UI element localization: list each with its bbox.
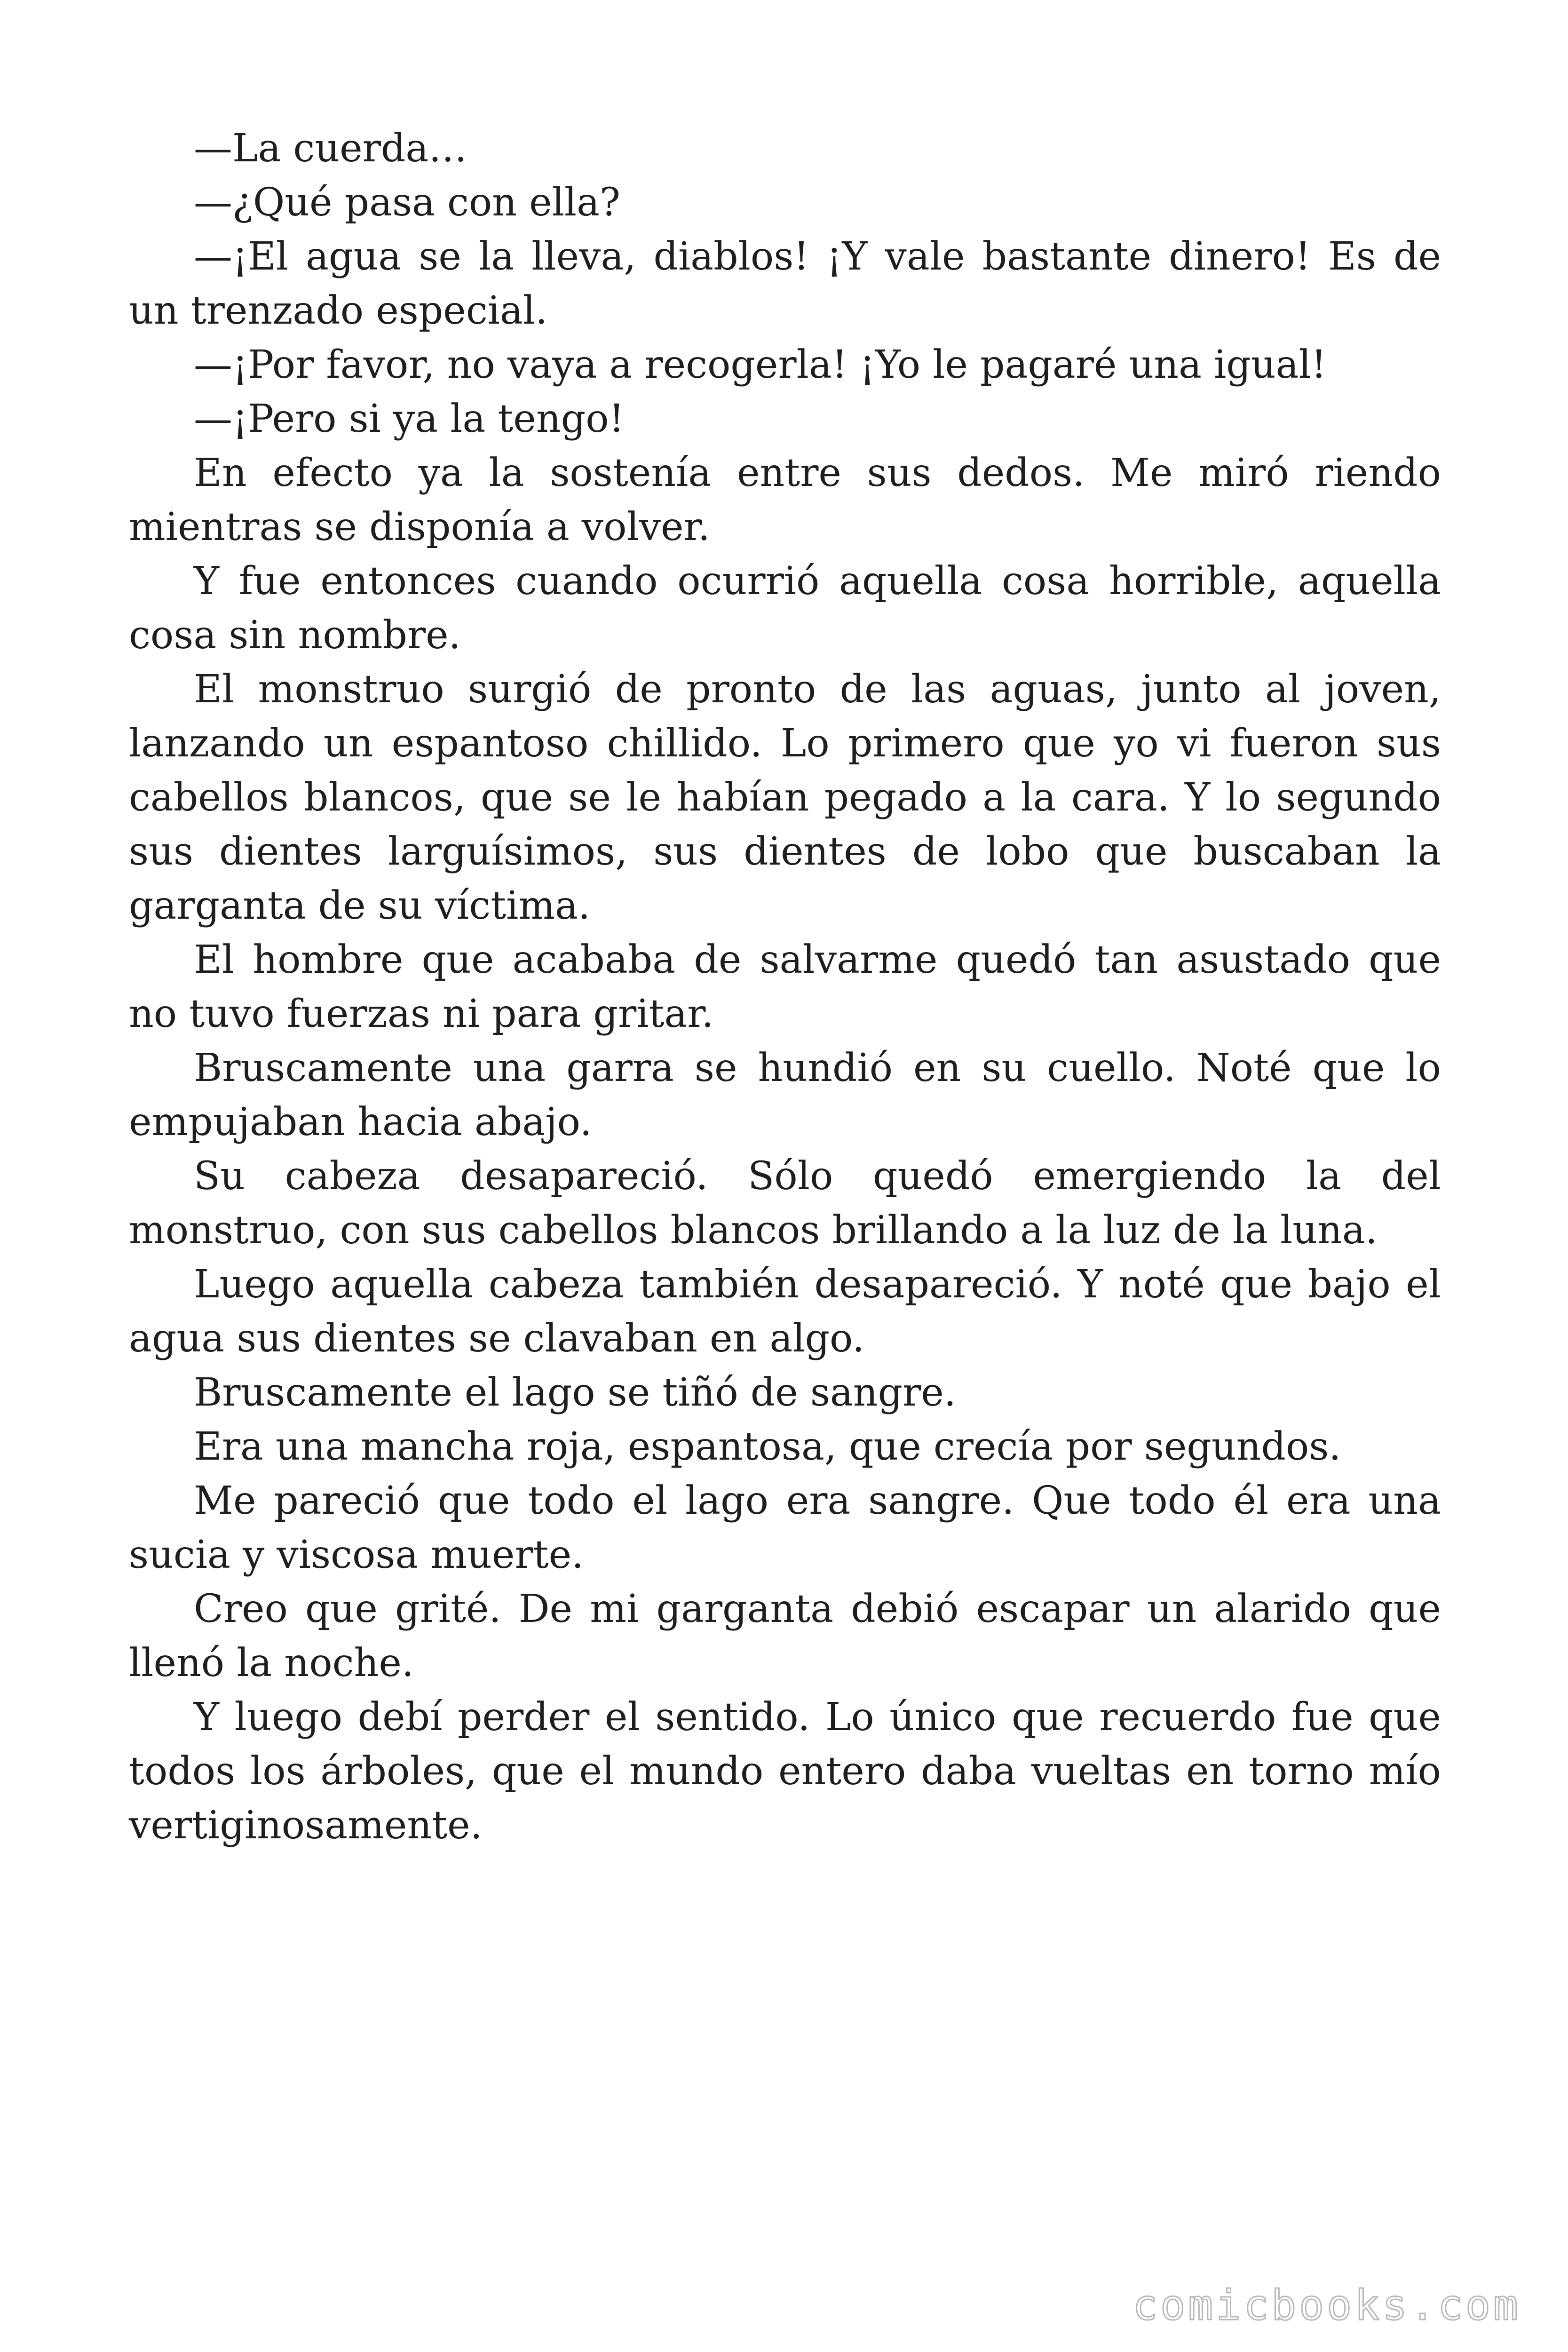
- paragraph: Me pareció que todo el lago era sangre. Que todo él era una sucia y viscosa muerte.: [129, 1478, 1441, 1577]
- paragraph: Su cabeza desapareció. Sólo quedó emergiendo la del monstruo, con sus cabellos blancos brillando a la luz de la luna.: [129, 1154, 1441, 1253]
- paragraph: —¡El agua se la lleva, diablos! ¡Y vale bastante dinero! Es de un trenzado especial.: [129, 234, 1441, 333]
- paragraph: Era una mancha roja, espantosa, que crecía por segundos.: [194, 1424, 1341, 1469]
- paragraph: Y fue entonces cuando ocurrió aquella cosa horrible, aquella cosa sin nombre.: [129, 559, 1441, 658]
- paragraph: Luego aquella cabeza también desapareció. Y noté que bajo el agua sus dientes se clavaban en algo.: [129, 1262, 1441, 1361]
- paragraph: —¿Qué pasa con ella?: [194, 180, 621, 225]
- paragraph: En efecto ya la sostenía entre sus dedos. Me miró riendo mientras se disponía a volver.: [129, 451, 1441, 549]
- paragraph: Y luego debí perder el sentido. Lo único que recuerdo fue que todos los árboles, que el mundo entero daba vueltas en torno mío vertiginosamente.: [129, 1695, 1441, 1848]
- paragraph: Bruscamente una garra se hundió en su cuello. Noté que lo empujaban hacia abajo.: [129, 1046, 1441, 1144]
- paragraph: —¡Por favor, no vaya a recogerla! ¡Yo le pagaré una igual!: [194, 342, 1327, 387]
- paragraph: —La cuerda…: [194, 126, 467, 171]
- watermark: comicbooks.com: [1132, 2281, 1521, 2329]
- paragraph: —¡Pero si ya la tengo!: [194, 397, 625, 441]
- paragraph: Bruscamente el lago se tiñó de sangre.: [194, 1370, 956, 1415]
- page-body: [129, 121, 1441, 1852]
- paragraph: El hombre que acababa de salvarme quedó tan asustado que no tuvo fuerzas ni para gritar.: [129, 938, 1441, 1036]
- paragraph: El monstruo surgió de pronto de las aguas, junto al joven, lanzando un espantoso chillido. Lo primero que yo vi fueron sus cabellos blancos, que se le habían pegado a la cara. Y lo segundo sus dientes larguísimos, sus dientes de lobo que buscaban la garganta de su víctima.: [129, 667, 1441, 928]
- paragraph: Creo que grité. De mi garganta debió escapar un alarido que llenó la noche.: [129, 1587, 1441, 1685]
